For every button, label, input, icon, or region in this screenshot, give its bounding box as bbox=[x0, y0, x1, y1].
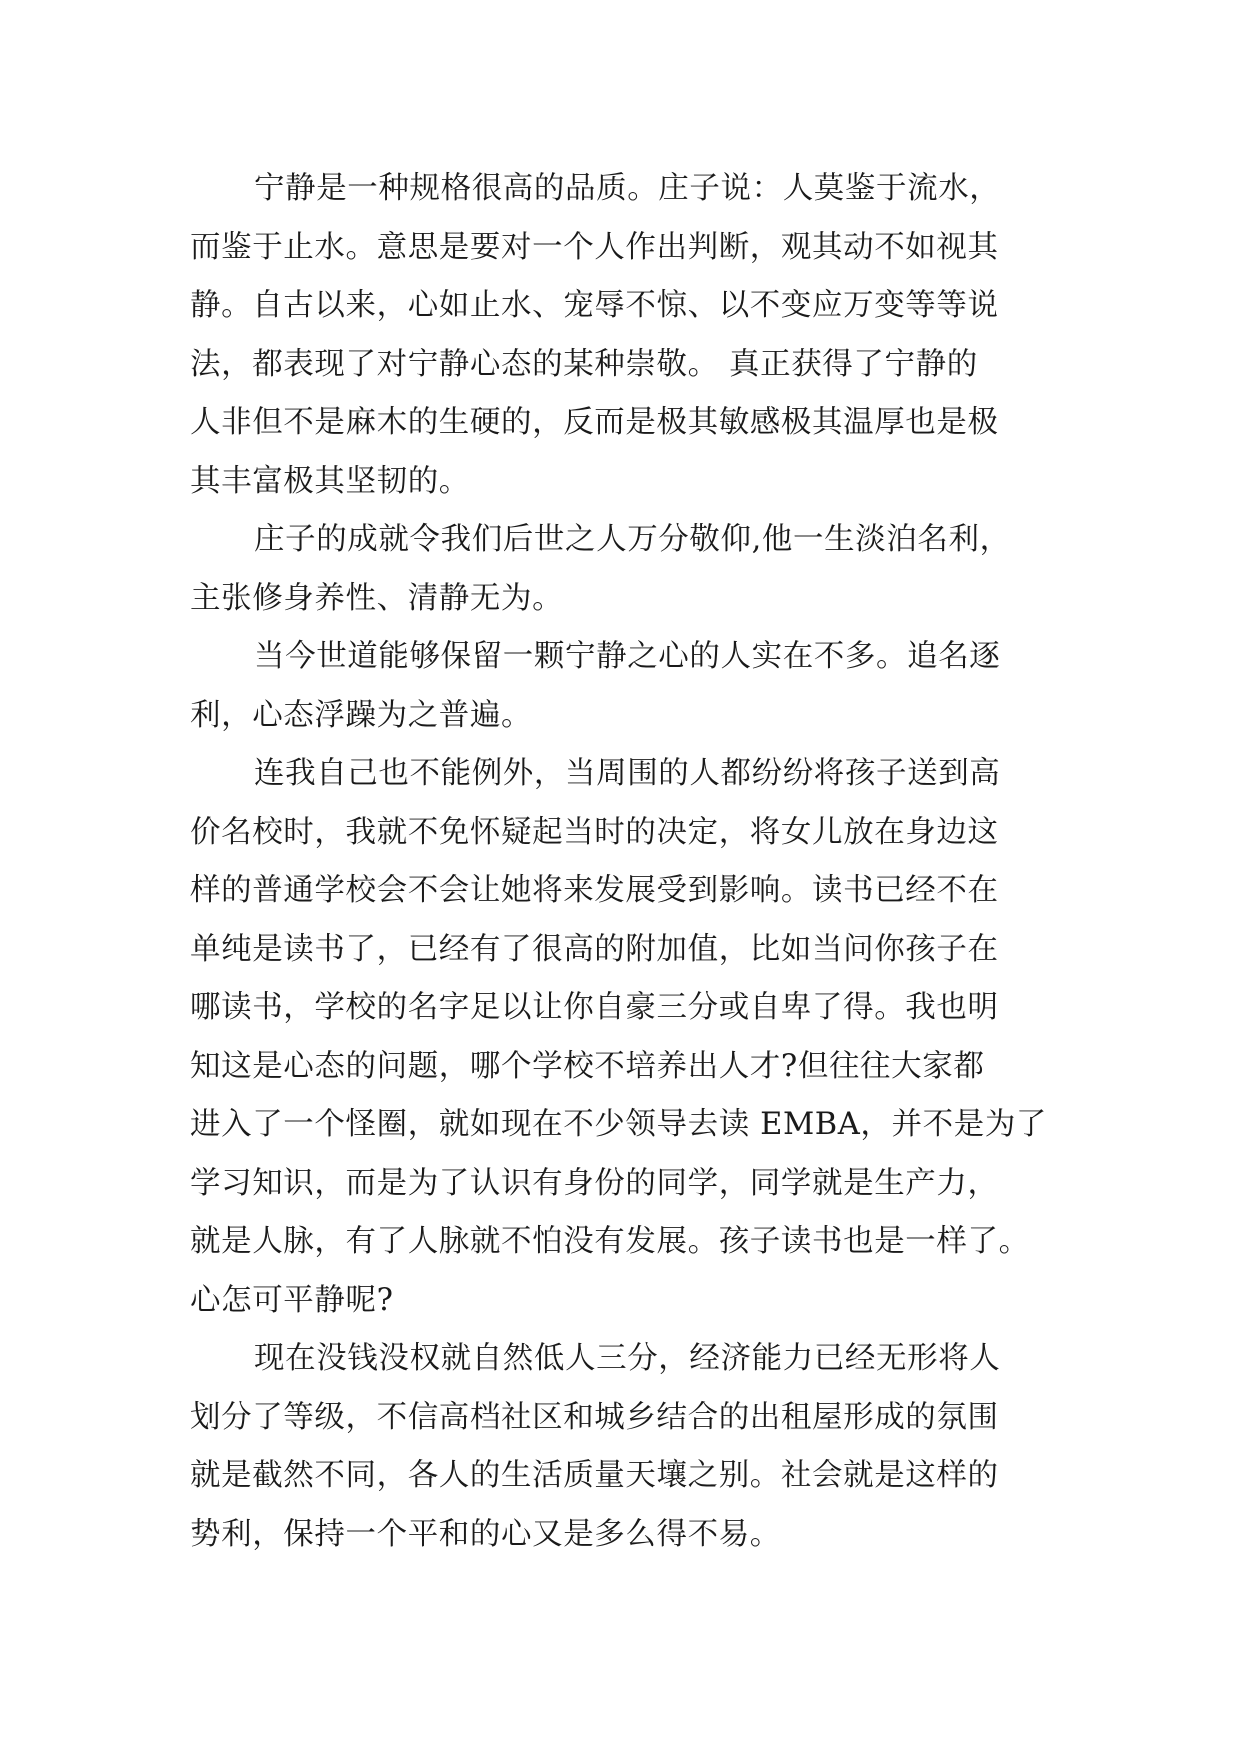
text-line: 人非但不是麻木的生硬的，反而是极其敏感极其温厚也是极 bbox=[190, 405, 999, 440]
text-line: 当今世道能够保留一颗宁静之心的人实在不多。追名逐 bbox=[254, 639, 1001, 674]
text-line: 法，都表现了对宁静心态的某种崇敬。 真正获得了宁静的 bbox=[190, 346, 978, 382]
paragraph-3 bbox=[190, 628, 1050, 745]
text-line: 而鉴于止水。意思是要对一个人作出判断，观其动不如视其 bbox=[190, 229, 999, 265]
text-line: 静。自古以来，心如止水、宠辱不惊、以不变应万变等等说 bbox=[190, 288, 999, 323]
text-line: 其丰富极其坚韧的。 bbox=[190, 463, 470, 499]
text-line: 利，心态浮躁为之普遍。 bbox=[190, 697, 533, 733]
text-line: 单纯是读书了，已经有了很高的附加值，比如当问你孩子在 bbox=[190, 931, 999, 967]
paragraph-2 bbox=[190, 511, 1050, 628]
text-line: 心怎可平静呢? bbox=[190, 1282, 394, 1318]
text-line: 宁静是一种规格很高的品质。庄子说：人莫鉴于流水， bbox=[254, 171, 1001, 206]
text-line: 庄子的成就令我们后世之人万分敬仰,他一生淡泊名利， bbox=[254, 522, 1011, 557]
text-line: 学习知识，而是为了认识有身份的同学，同学就是生产力， bbox=[190, 1165, 999, 1201]
document-body bbox=[190, 160, 1050, 1564]
text-line: 就是截然不同，各人的生活质量天壤之别。社会就是这样的 bbox=[190, 1458, 999, 1493]
text-line: 样的普通学校会不会让她将来发展受到影响。读书已经不在 bbox=[190, 873, 999, 908]
text-line: 势利，保持一个平和的心又是多么得不易。 bbox=[190, 1516, 781, 1552]
text-line: 价名校时，我就不免怀疑起当时的决定，将女儿放在身边这 bbox=[190, 814, 999, 850]
text-line: 就是人脉，有了人脉就不怕没有发展。孩子读书也是一样了。 bbox=[190, 1224, 1030, 1259]
text-line: 知这是心态的问题，哪个学校不培养出人才?但往往大家都 bbox=[190, 1048, 985, 1084]
text-line: 哪读书，学校的名字足以让你自豪三分或自卑了得。我也明 bbox=[190, 990, 999, 1025]
paragraph-1 bbox=[190, 160, 1050, 511]
paragraph-5 bbox=[190, 1330, 1050, 1564]
text-line: 进入了一个怪圈，就如现在不少领导去读 EMBA，并不是为了 bbox=[190, 1107, 1048, 1142]
paragraph-4 bbox=[190, 745, 1050, 1330]
text-line: 现在没钱没权就自然低人三分，经济能力已经无形将人 bbox=[254, 1341, 1001, 1376]
text-line: 连我自己也不能例外，当周围的人都纷纷将孩子送到高 bbox=[254, 756, 1001, 791]
text-line: 主张修身养性、清静无为。 bbox=[190, 580, 564, 616]
text-line: 划分了等级，不信高档社区和城乡结合的出租屋形成的氛围 bbox=[190, 1399, 999, 1435]
